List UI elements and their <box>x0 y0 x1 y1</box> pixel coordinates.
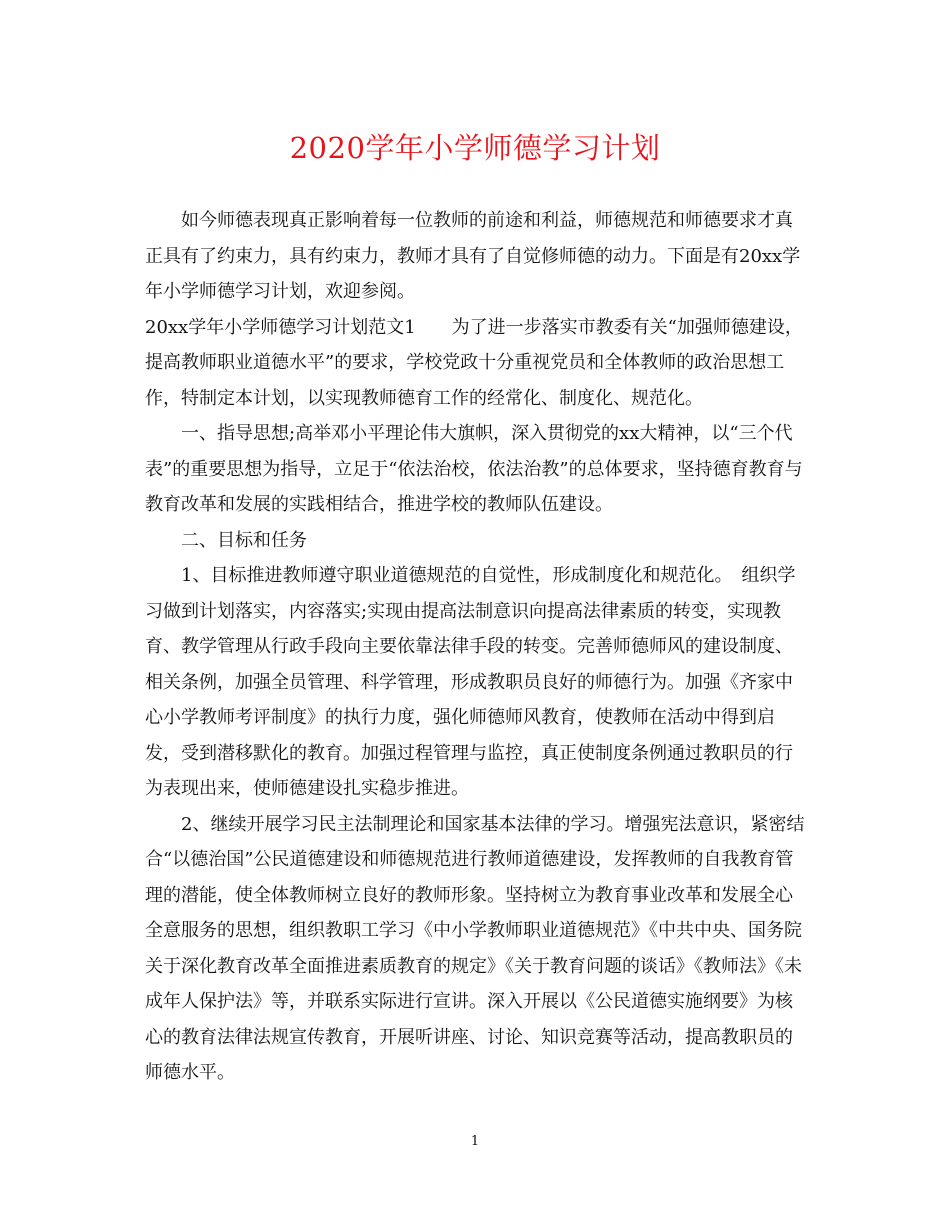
paragraph-goal-two: 2、继续开展学习民主法制理论和国家基本法律的学习。增强宪法意识，紧密结合“以德治国”公民道德建设和师德规范进行教师道德建设，发挥教师的自我教育管理的潜能，使全体教师树立良好的教师形象。坚持树立为教育事业改革和发展全心全意服务的思想，组织教职工学习《中小学教师职业道德规范》《中共中央、国务院关于深化教育改革全面推进素质教育的规定》《关于教育问题的谈话》《教师法》《未成年人保护法》等，并联系实际进行宣讲。深入开展以《公民道德实施纲要》为核心的教育法律法规宣传教育，开展听讲座、讨论、知识竞赛等活动，提高教职员的师德水平。 <box>145 813 805 1083</box>
page-number: 1 <box>470 1134 480 1149</box>
document-title: 2020学年小学师德学习计划 <box>289 131 661 165</box>
paragraph-goal-one: 1、目标推进教师遵守职业道德规范的自觉性，形成制度化和规范化。 组织学习做到计划落实，内容落实;实现由提高法制意识向提高法律素质的转变，实现教育、教学管理从行政手段向主要依靠法律手段的转变。完善师德师风的建设制度、相关条例，加强全员管理、科学管理，形成教职员良好的师德行为。加强《齐家中心小学教师考评制度》的执行力度，强化师德师风教育，使教师在活动中得到启发，受到潜移默化的教育。加强过程管理与监控，真正使制度条例通过教职员的行为表现出来，使师德建设扎实稳步推进。 <box>145 565 796 799</box>
paragraph-guiding-ideology: 一、指导思想;高举邓小平理论伟大旗帜，深入贯彻党的xx大精神，以“三个代表”的重要思想为指导，立足于“依法治校，依法治教”的总体要求，坚持德育教育与教育改革和发展的实践相结合，推进学校的教师队伍建设。 <box>145 423 803 515</box>
paragraph-goals-heading: 二、目标和任务 <box>181 529 307 551</box>
document-body <box>145 203 809 1091</box>
paragraph-plan-sample: 20xx学年小学师德学习计划范文1 为了进一步落实市教委有关“加强师德建设，提高教师职业道德水平”的要求，学校党政十分重视党员和全体教师的政治思想工作，特制定本计划，以实现教师德育工作的经常化、制度化、规范化。 <box>145 316 803 409</box>
paragraph-intro: 如今师德表现真正影响着每一位教师的前途和利益，师德规范和师德要求才真正具有了约束力，具有约束力，教师才具有了自觉修师德的动力。下面是有20xx学年小学师德学习计划，欢迎参阅。 <box>145 210 801 302</box>
